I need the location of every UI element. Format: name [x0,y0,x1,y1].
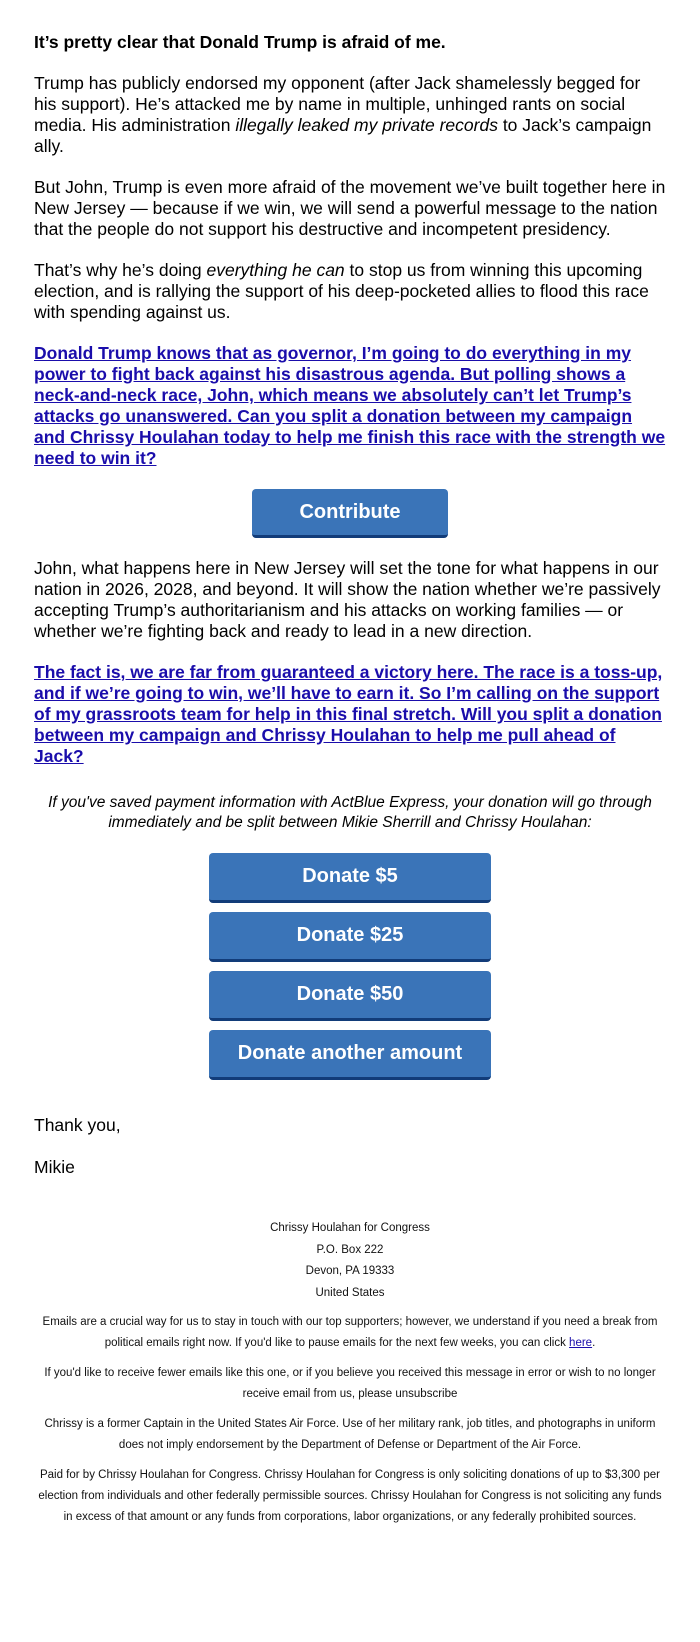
footer [34,1218,666,1528]
footer-address [34,1218,666,1304]
footer-pause-end: . [592,1337,596,1349]
footer-pause-emails [34,1312,666,1354]
footer-military-disclaimer: Chrissy is a former Captain in the United States Air Force. Use of her military rank, job titles, and photographs in uniform does not imply endorsement by the Department of Defense or Department of the Air Force. [44,1418,656,1451]
paragraph-2: But John, Trump is even more afraid of the movement we’ve built together here in New Jersey — because if we win, we will send a powerful message to the nation that the people do not support his destructive and incompetent presidency. [34,177,666,239]
paragraph-1-emphasis: illegally leaked my private records [235,115,498,135]
paragraph-1-start: Trump has publicly endorsed my opponent (after Jack shamelessly begged for his support). He’s attacked me by name in multiple, unhinged rants on social media. His administration [34,73,641,135]
donation-appeal-link-1[interactable]: Donald Trump knows that as governor, I’m going to do everything in my power to fight back against his disastrous agenda. But polling shows a neck-and-neck race, John, which means we absolutely can’t let Trump’s attacks go unanswered. Can you split a donation between my campaign and Chrissy Houlahan today to help me finish this race with the strength we need to win it? [34,343,666,468]
signature: Mikie [34,1157,75,1177]
paragraph-3 [34,260,666,323]
footer-pause-text: Emails are a crucial way for us to stay in touch with our top supporters; however, we understand if you need a break from political emails right now. If you'd like to pause emails for the next few weeks, you can click [42,1316,658,1349]
footer-unsubscribe: If you'd like to receive fewer emails like this one, or if you believe you received this message in error or wish to no longer receive email from us, please unsubscribe [44,1367,656,1400]
paragraph-1 [34,73,666,157]
donation-appeal-link-2[interactable]: The fact is, we are far from guaranteed a victory here. The race is a toss-up, and if we’re going to win, we’ll have to earn it. So I’m calling on the support of my grassroots team for help in this final stretch. Will you split a donation between my campaign and Chrissy Houlahan to help me pull ahead of Jack? [34,662,663,766]
paragraph-1-end: to Jack’s campaign ally. [34,115,652,156]
donate-50-button[interactable]: Donate $50 [209,971,491,1021]
headline: It’s pretty clear that Donald Trump is afraid of me. [34,32,446,52]
donate-5-button[interactable]: Donate $5 [209,853,491,903]
donate-buttons [34,853,666,1089]
footer-po-box: P.O. Box 222 [316,1243,384,1256]
pause-emails-link[interactable]: here [569,1337,593,1349]
footer-country: United States [315,1286,385,1299]
paragraph-3-end: to stop us from winning this upcoming election, and is rallying the support of his deep-pocketed allies to flood this race with spending against us. [34,260,649,322]
footer-org: Chrissy Houlahan for Congress [270,1222,430,1234]
closing: Thank you, [34,1115,121,1135]
donate-25-button[interactable]: Donate $25 [209,912,491,962]
actblue-express-note: If you've saved payment information with ActBlue Express, your donation will go through immediately and be split between Mikie Sherrill and Chrissy Houlahan: [48,794,652,831]
contribute-button-row [34,489,666,538]
paragraph-3-start: That’s why he’s doing [34,260,207,280]
donate-other-amount-button[interactable]: Donate another amount [209,1030,491,1080]
paragraph-4: John, what happens here in New Jersey will set the tone for what happens in our nation in 2026, 2028, and beyond. It will show the nation whether we’re passively accepting Trump’s authoritarianism and his attacks on working families — or whether we’re fighting back and ready to lead in a new direction. [34,558,661,641]
contribute-button[interactable]: Contribute [252,489,448,538]
footer-city: Devon, PA 19333 [305,1265,395,1277]
paragraph-3-emphasis: everything he can [206,260,345,280]
footer-paid-for: Paid for by Chrissy Houlahan for Congress. Chrissy Houlahan for Congress is only soliciting donations of up to $3,300 per election from individuals and other federally permissible sources. Chrissy Houlahan for Congress is not soliciting any funds in excess of that amount or any funds from corporations, labor organizations, or any federally prohibited sources. [38,1469,662,1523]
